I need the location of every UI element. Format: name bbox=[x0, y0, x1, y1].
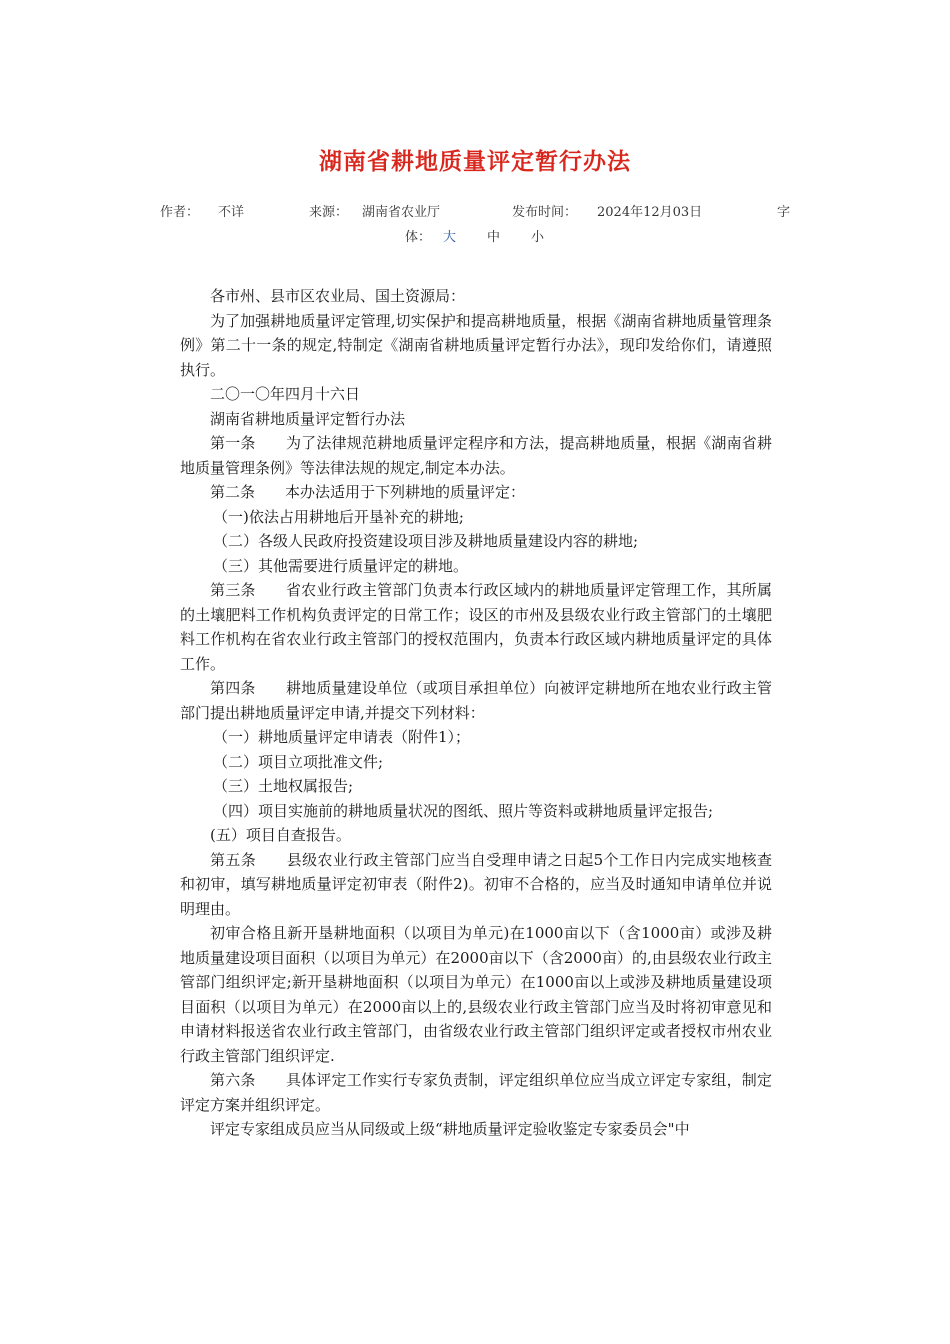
font-size-switcher bbox=[0, 226, 950, 244]
paragraph: 各市州、县市区农业局、国土资源局： bbox=[210, 287, 466, 305]
article-body bbox=[180, 284, 772, 1142]
paragraph: 为了加强耕地质量评定管理,切实保护和提高耕地质量，根据《湖南省耕地质量管理条例》第二十一条的规定,特制定《湖南省耕地质量评定暂行办法》，现印发给你们，请遵照执行。 bbox=[180, 311, 772, 379]
paragraph: 评定专家组成员应当从同级或上级“耕地质量评定验收鉴定专家委员会"中 bbox=[210, 1120, 690, 1138]
paragraph: （二）各级人民政府投资建设项目涉及耕地质量建设内容的耕地; bbox=[213, 532, 639, 550]
source-value: 湖南省农业厅 bbox=[362, 205, 441, 220]
font-size-medium-link[interactable]: 中 bbox=[487, 230, 501, 245]
author-value: 不详 bbox=[218, 205, 245, 220]
author-label: 作者： bbox=[160, 205, 200, 220]
paragraph: 二〇一〇年四月十六日 bbox=[210, 385, 361, 403]
paragraph: 初审合格且新开垦耕地面积（以项目为单元)在1000亩以下（含1000亩）或涉及耕地质量建设项目面积（以项目为单元）在2000亩以下（含2000亩）的,由县级农业行政主管部门组织评定;新开垦耕地面积（以项目为单元）在1000亩以上或涉及耕地质量建设项目面积（以项目为单元）在2000亩以上的,县级农业行政主管部门应当及时将初审意见和申请材料报送省农业行政主管部门，由省级农业行政主管部门组织评定或者授权市州农业行政主管部门组织评定. bbox=[180, 924, 772, 1065]
font-size-small-link[interactable]: 小 bbox=[531, 230, 545, 245]
font-size-label-part1: 字 bbox=[777, 205, 791, 220]
paragraph: （一)依法占用耕地后开垦补充的耕地; bbox=[213, 507, 464, 526]
paragraph: （三）土地权属报告; bbox=[213, 777, 354, 795]
date-value: 2024年12月03日 bbox=[597, 205, 703, 220]
paragraph: 第六条 具体评定工作实行专家负责制，评定组织单位应当成立评定专家组，制定评定方案并组织评定。 bbox=[180, 1071, 772, 1114]
date-label: 发布时间： bbox=[512, 205, 578, 220]
paragraph: 第二条 本办法适用于下列耕地的质量评定： bbox=[210, 483, 526, 501]
article-meta bbox=[0, 201, 950, 219]
paragraph: 第五条 县级农业行政主管部门应当自受理申请之日起5个工作日内完成实地核查和初审，填写耕地质量评定初审表（附件2)。初审不合格的，应当及时通知申请单位并说明理由。 bbox=[180, 850, 772, 918]
paragraph: 第三条 省农业行政主管部门负责本行政区域内的耕地质量评定管理工作，其所属的土壤肥料工作机构负责评定的日常工作；设区的市州及县级农业行政主管部门的土壤肥料工作机构在省农业行政主管部门的授权范围内，负责本行政区域内耕地质量评定的具体工作。 bbox=[180, 581, 772, 673]
paragraph: （一）耕地质量评定申请表（附件1）； bbox=[213, 728, 471, 746]
paragraph: (五）项目自查报告。 bbox=[210, 826, 351, 844]
paragraph: （三）其他需要进行质量评定的耕地。 bbox=[213, 556, 469, 575]
paragraph: 第四条 耕地质量建设单位（或项目承担单位）向被评定耕地所在地农业行政主管部门提出耕地质量评定申请,并提交下列材料： bbox=[180, 679, 772, 722]
paragraph: 第一条 为了法律规范耕地质量评定程序和方法，提高耕地质量，根据《湖南省耕地质量管理条例》等法律法规的规定,制定本办法。 bbox=[180, 434, 772, 477]
page-title: 湖南省耕地质量评定暂行办法 bbox=[319, 148, 631, 175]
paragraph: 湖南省耕地质量评定暂行办法 bbox=[210, 409, 406, 428]
paragraph: （二）项目立项批准文件; bbox=[213, 752, 384, 771]
paragraph: （四）项目实施前的耕地质量状况的图纸、照片等资料或耕地质量评定报告; bbox=[213, 801, 714, 820]
font-size-label-part2: 体： bbox=[405, 230, 432, 245]
font-size-large-link[interactable]: 大 bbox=[443, 230, 457, 245]
source-label: 来源： bbox=[309, 205, 349, 220]
